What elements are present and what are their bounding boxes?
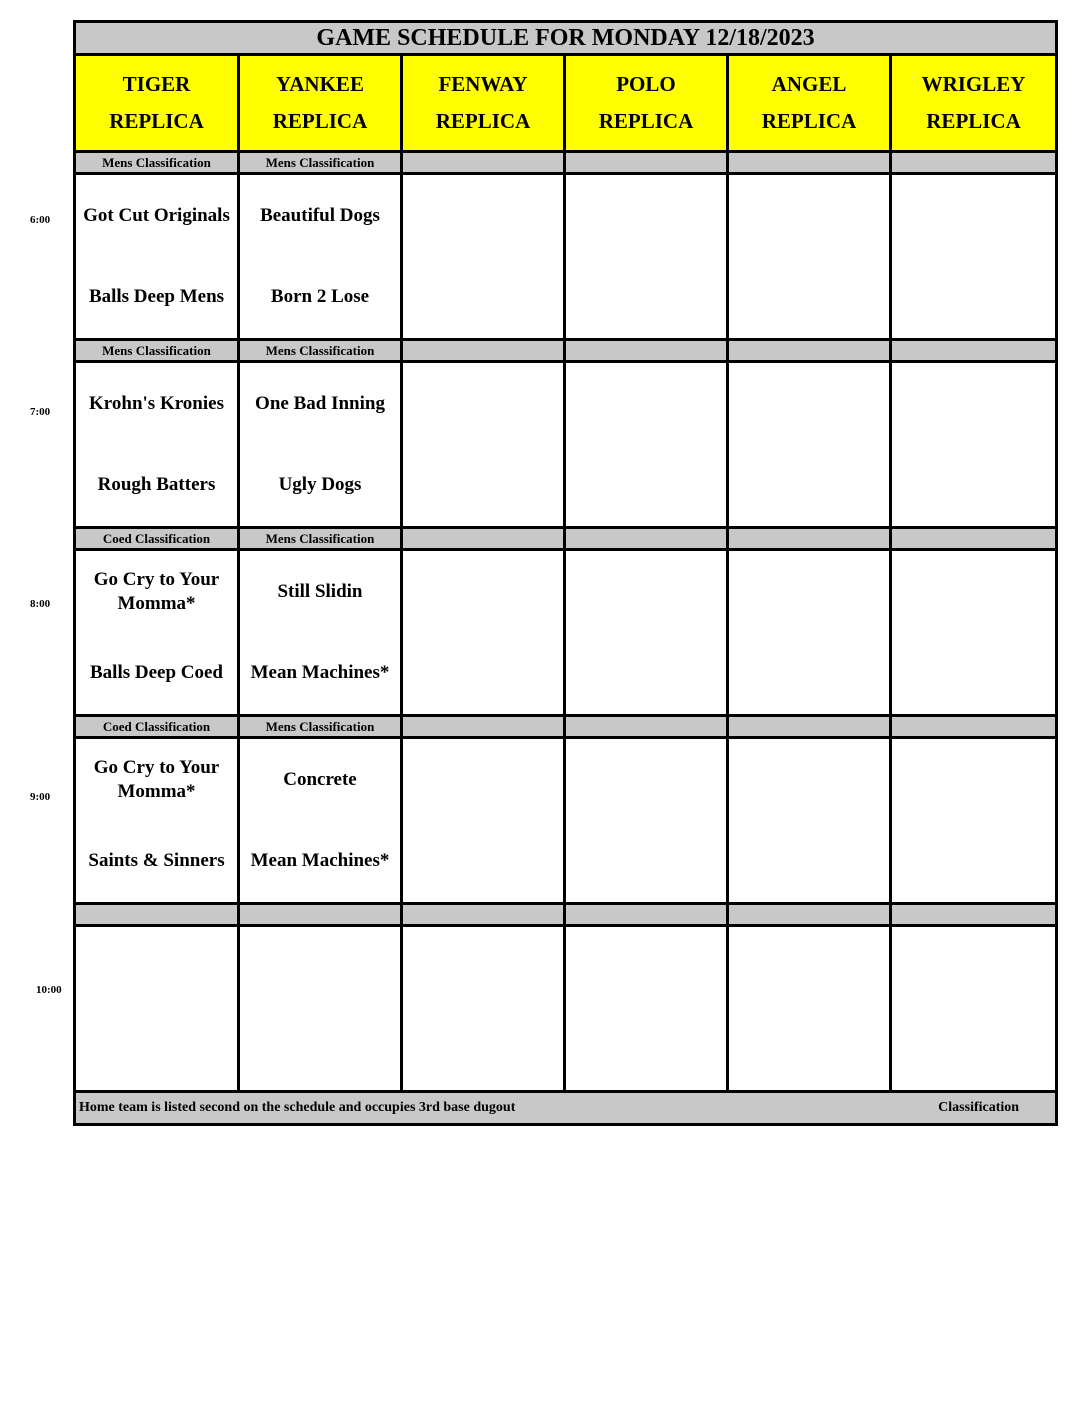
away-team: Go Cry to Your Momma* [93,756,220,802]
field-name: TIGER [122,72,191,96]
away-team [566,363,726,445]
game-cell [402,926,565,1092]
home-team [403,445,563,527]
matchup [729,739,889,902]
away-team [892,363,1055,445]
home-team [566,1009,726,1091]
away-team [240,927,400,1009]
matchup [566,927,726,1090]
matchup [76,551,237,714]
home-team: Balls Deep Coed [90,662,223,684]
classification-cell [728,528,891,550]
home-team [403,633,563,715]
game-cell [239,174,402,340]
time-label-6: 6:00 [30,214,51,226]
game-cell [402,362,565,528]
matchup [403,927,563,1090]
away-team [729,927,889,1009]
home-team [566,257,726,339]
home-team [892,821,1055,903]
matchup [403,175,563,338]
classification-cell [402,904,565,926]
away-team [729,175,889,257]
field-name: YANKEE [276,72,364,96]
classification-cell: Mens Classification [75,152,239,174]
schedule-table [73,20,1058,1126]
time-column [0,0,73,1408]
field-header-fenway [402,55,565,152]
home-team-note: Home team is listed second on the schedule and occupies 3rd base dugout [79,1100,516,1115]
schedule-sheet [73,20,1055,1126]
away-team [403,175,563,257]
matchup [76,927,237,1090]
matchup [76,363,237,526]
game-row [75,738,1057,904]
game-cell [239,738,402,904]
matchup [892,739,1055,902]
away-team [729,739,889,821]
matchup [892,363,1055,526]
matchup [240,551,400,714]
footer-content [76,1100,1055,1116]
game-cell [402,550,565,716]
home-team: Saints & Sinners [88,850,225,872]
classification-cell [402,716,565,738]
away-team [566,175,726,257]
classification-cell [728,716,891,738]
game-cell [75,550,239,716]
classification-cell [728,152,891,174]
classification-cell [402,340,565,362]
classification-cell [565,340,728,362]
time-label-7: 7:00 [30,406,51,418]
footer-cell [75,1092,1057,1125]
classification-cell [891,528,1057,550]
matchup [892,551,1055,714]
field-sub: REPLICA [272,109,368,133]
matchup [240,739,400,902]
matchup [729,175,889,338]
game-cell [565,550,728,716]
classification-cell [402,152,565,174]
field-name: FENWAY [438,72,528,96]
matchup [566,739,726,902]
game-cell [891,174,1057,340]
game-row [75,362,1057,528]
game-cell [239,926,402,1092]
field-sub: REPLICA [926,109,1021,133]
matchup [566,551,726,714]
matchup [240,927,400,1090]
field-sub: REPLICA [598,109,694,133]
away-team [403,927,563,1009]
classification-cell: Coed Classification [75,528,239,550]
home-team [729,257,889,339]
page-title: GAME SCHEDULE FOR MONDAY 12/18/2023 [75,22,1057,55]
classification-cell [565,716,728,738]
game-cell [728,362,891,528]
classification-cell [402,528,565,550]
classification-row [75,152,1057,174]
classification-row [75,716,1057,738]
home-team [729,1009,889,1091]
field-sub: REPLICA [109,109,204,133]
field-header-row [75,55,1057,152]
time-label-8: 8:00 [30,598,51,610]
classification-row [75,340,1057,362]
home-team [566,445,726,527]
matchup [892,927,1055,1090]
game-cell [891,926,1057,1092]
game-cell [728,738,891,904]
title-row [75,22,1057,55]
away-team [566,551,726,633]
home-team: Mean Machines* [250,850,390,872]
away-team [729,363,889,445]
field-name: ANGEL [771,72,847,96]
field-header-yankee [239,55,402,152]
away-team [566,739,726,821]
home-team [729,633,889,715]
classification-cell [891,716,1057,738]
classification-cell [891,152,1057,174]
field-header-angel [728,55,891,152]
game-cell [728,926,891,1092]
classification-cell [891,904,1057,926]
home-team: Born 2 Lose [270,286,370,308]
matchup [566,175,726,338]
classification-cell [565,528,728,550]
game-cell [239,362,402,528]
home-team [566,633,726,715]
field-name: POLO [616,72,676,96]
home-team: Rough Batters [97,474,216,496]
game-cell [891,738,1057,904]
classification-cell: Mens Classification [239,528,402,550]
game-cell [565,926,728,1092]
game-cell [75,174,239,340]
field-sub: REPLICA [761,109,857,133]
classification-cell: Mens Classification [239,152,402,174]
game-cell [728,550,891,716]
classification-cell: Mens Classification [239,716,402,738]
away-team: Beautiful Dogs [260,204,380,226]
game-cell [75,738,239,904]
field-header-polo [565,55,728,152]
game-cell [402,738,565,904]
home-team: Ugly Dogs [278,474,362,496]
classification-cell [728,340,891,362]
away-team: One Bad Inning [255,392,385,414]
away-team [892,551,1055,633]
matchup [240,363,400,526]
classification-cell [565,152,728,174]
away-team: Go Cry to Your Momma* [93,568,220,614]
game-cell [75,362,239,528]
game-cell [891,362,1057,528]
home-team [729,445,889,527]
time-label-10: 10:00 [36,984,62,996]
classification-cell: Mens Classification [239,340,402,362]
home-team [403,257,563,339]
game-cell [565,738,728,904]
home-team: Mean Machines* [250,662,390,684]
matchup [403,363,563,526]
game-cell [402,174,565,340]
matchup [892,175,1055,338]
home-team [566,821,726,903]
matchup [729,363,889,526]
home-team [892,1009,1055,1091]
matchup [729,551,889,714]
field-sub: REPLICA [435,109,531,133]
game-row [75,926,1057,1092]
game-cell [239,550,402,716]
game-cell [565,362,728,528]
home-team: Balls Deep Mens [88,286,225,308]
classification-cell [565,904,728,926]
classification-cell [75,904,239,926]
footer-classification: Classification [938,1100,1020,1115]
matchup [403,739,563,902]
matchup [240,175,400,338]
classification-cell [728,904,891,926]
game-row [75,550,1057,716]
away-team [892,927,1055,1009]
away-team [403,363,563,445]
matchup [729,927,889,1090]
home-team [892,633,1055,715]
time-label-9: 9:00 [30,791,51,803]
game-row [75,174,1057,340]
game-cell [891,550,1057,716]
footer-row [75,1092,1057,1125]
away-team [892,739,1055,821]
matchup [566,363,726,526]
home-team [403,821,563,903]
field-header-wrigley [891,55,1057,152]
matchup [76,739,237,902]
away-team [403,739,563,821]
classification-cell [239,904,402,926]
home-team [892,257,1055,339]
classification-cell: Mens Classification [75,340,239,362]
away-team [566,927,726,1009]
game-cell [728,174,891,340]
home-team [240,1009,400,1091]
classification-cell: Coed Classification [75,716,239,738]
away-team: Got Cut Originals [83,204,230,226]
away-team [403,551,563,633]
away-team: Krohn's Kronies [89,392,224,414]
home-team [76,1009,237,1091]
away-team: Still Slidin [277,580,363,602]
field-name: WRIGLEY [921,72,1026,96]
away-team [76,927,237,1009]
classification-row [75,904,1057,926]
classification-cell [891,340,1057,362]
field-header-tiger [75,55,239,152]
matchup [76,175,237,338]
matchup [403,551,563,714]
away-team [729,551,889,633]
home-team [892,445,1055,527]
home-team [403,1009,563,1091]
away-team: Concrete [283,768,357,790]
classification-row [75,528,1057,550]
away-team [892,175,1055,257]
home-team [729,821,889,903]
game-cell [565,174,728,340]
game-cell [75,926,239,1092]
